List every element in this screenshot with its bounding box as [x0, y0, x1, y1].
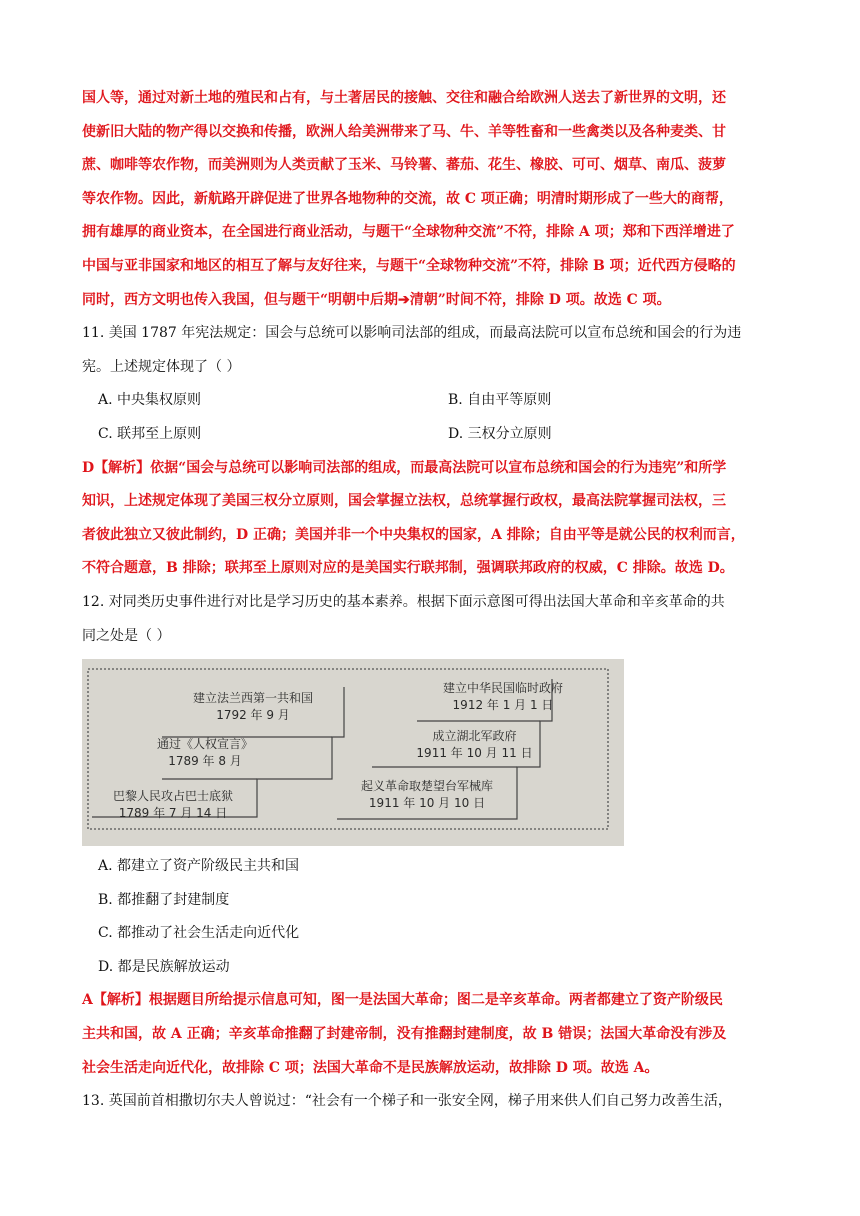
xinhai-event-3 — [337, 777, 517, 811]
document-page — [82, 82, 782, 1119]
french-event-1 — [168, 689, 338, 723]
question-stem: 11. 美国 1787 年宪法规定：国会与总统可以影响司法部的组成，而最高法院可以宣布总统和国会的行为违 — [82, 325, 742, 342]
analysis-line: 使新旧大陆的物产得以交换和传播，欧洲人给美洲带来了马、牛、羊等牲畜和一些禽类以及各种麦类、甘 — [82, 123, 726, 140]
analysis-line: 不符合题意，B 排除；联邦至上原则对应的是美国实行联邦制，强调联邦政府的权威，C 排除。故选 D。 — [82, 560, 734, 577]
question-stem: 13. 英国前首相撒切尔夫人曾说过：“社会有一个梯子和一张安全网，梯子用来供人们自己努力改善生活， — [82, 1093, 732, 1110]
analysis-line: 主共和国，故 A 正确；辛亥革命推翻了封建帝制，没有推翻封建制度，故 B 错误；法国大革命没有涉及 — [82, 1026, 727, 1043]
event-label: 巴黎人民攻占巴士底狱 — [112, 789, 233, 804]
xinhai-event-2 — [412, 727, 537, 761]
event-date: 1912 年 1 月 1 日 — [452, 698, 554, 713]
xinhai-event-1 — [418, 679, 588, 713]
question-13 — [82, 1085, 782, 1119]
analysis-line: 蔗、咖啡等农作物，而美洲则为人类贡献了玉米、马铃薯、蕃茄、花生、橡胶、可可、烟草、南瓜、菠萝 — [82, 157, 726, 174]
event-date: 1789 年 7 月 14 日 — [118, 806, 228, 821]
analysis-line: 者彼此独立又彼此制约，D 正确；美国并非一个中央集权的国家，A 排除；自由平等是就公民的权利而言， — [82, 526, 745, 543]
q10-analysis — [82, 82, 782, 317]
french-event-3 — [88, 787, 258, 821]
option-a: A. 中央集权原则 — [98, 392, 202, 409]
option-b: B. 都推翻了封建制度 — [98, 891, 230, 908]
french-event-2 — [150, 735, 260, 769]
option-d: D. 都是民族解放运动 — [98, 958, 230, 975]
event-label: 建立中华民国临时政府 — [442, 681, 563, 696]
question-11 — [82, 317, 782, 586]
option-b: B. 自由平等原则 — [448, 392, 552, 409]
analysis-line: A【解析】根据题目所给提示信息可知，图一是法国大革命；图二是辛亥革命。两者都建立了资产阶级民 — [82, 992, 723, 1009]
event-label: 通过《人权宣言》 — [156, 737, 253, 752]
analysis-line: 社会生活走向近代化，故排除 C 项；法国大革命不是民族解放运动，故排除 D 项。故选 A。 — [82, 1059, 659, 1076]
analysis-line: 等农作物。因此，新航路开辟促进了世界各地物种的交流，故 C 项正确；明清时期形成了一些大的商帮， — [82, 190, 733, 207]
analysis-line: 知识，上述规定体现了美国三权分立原则，国会掌握立法权，总统掌握行政权，最高法院掌握司法权，三 — [82, 493, 726, 510]
analysis-line: 中国与亚非国家和地区的相互了解与友好往来，与题干“全球物种交流”不符，排除 B 项；近代西方侵略的 — [82, 257, 736, 274]
event-label: 建立法兰西第一共和国 — [192, 691, 313, 706]
option-a: A. 都建立了资产阶级民主共和国 — [98, 858, 300, 875]
analysis-line: D【解析】依据“国会与总统可以影响司法部的组成，而最高法院可以宣布总统和国会的行为违宪”和所学 — [82, 459, 727, 476]
question-stem: 同之处是（ ） — [82, 627, 171, 644]
timeline-figure — [82, 659, 624, 846]
event-date: 1911 年 10 月 11 日 — [416, 746, 533, 761]
event-label: 成立湖北军政府 — [432, 729, 517, 744]
option-c: C. 联邦至上原则 — [98, 425, 202, 442]
question-stem: 宪。上述规定体现了（ ） — [82, 358, 241, 375]
event-date: 1911 年 10 月 10 日 — [368, 796, 486, 811]
option-d: D. 三权分立原则 — [448, 425, 552, 442]
option-c: C. 都推动了社会生活走向近代化 — [98, 925, 300, 942]
analysis-line: 国人等，通过对新土地的殖民和占有，与土著居民的接触、交往和融合给欧洲人送去了新世界的文明，还 — [82, 90, 726, 106]
question-stem: 12. 对同类历史事件进行对比是学习历史的基本素养。根据下面示意图可得出法国大革命和辛亥革命的共 — [82, 593, 725, 610]
analysis-line: 拥有雄厚的商业资本，在全国进行商业活动，与题干“全球物种交流”不符，排除 A 项；郑和下西洋增进了 — [82, 224, 735, 241]
event-date: 1789 年 8 月 — [168, 754, 242, 769]
analysis-line: 同时，西方文明也传入我国，但与题干“明朝中后期➔清朝”时间不符，排除 D 项。故选 C 项。 — [82, 291, 671, 308]
event-label: 起义革命取楚望台军械库 — [360, 779, 493, 794]
event-date: 1792 年 9 月 — [216, 708, 290, 723]
question-12 — [82, 586, 782, 1085]
